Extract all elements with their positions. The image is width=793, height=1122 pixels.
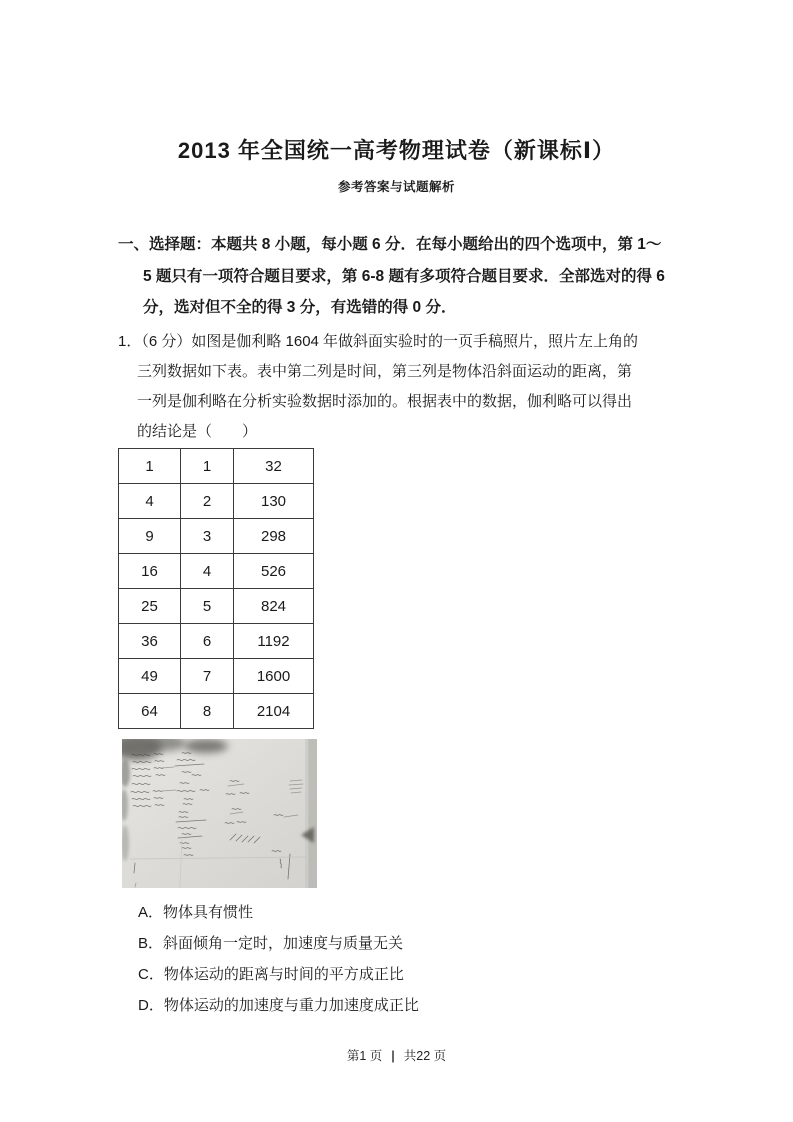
table-cell: 9: [119, 519, 181, 554]
table-row: [119, 624, 314, 659]
question-line: 三列数据如下表。表中第二列是时间，第三列是物体沿斜面运动的距离，第: [137, 363, 633, 380]
table-cell: 1600: [234, 659, 314, 694]
table-cell: 64: [119, 694, 181, 729]
answer-options: [138, 897, 698, 1021]
question-line: 1．（6 分）如图是伽利略 1604 年做斜面实验时的一页手稿照片，照片左上角的: [118, 333, 639, 350]
section-heading-line: 5 题只有一项符合题目要求，第 6-8 题有多项符合题目要求．全部选对的得 6: [143, 267, 665, 285]
question-text: [118, 327, 718, 447]
table-cell: 298: [234, 519, 314, 554]
manuscript-paper: [122, 739, 317, 888]
table-row: [119, 589, 314, 624]
question-line: 一列是伽利略在分析实验数据时添加的。根据表中的数据，伽利略可以得出: [137, 393, 633, 410]
table-cell: 8: [181, 694, 234, 729]
page-number-total: 共22 页: [403, 1049, 447, 1063]
table-cell: 6: [181, 624, 234, 659]
data-table-body: [119, 449, 314, 729]
option-b: B．斜面倾角一定时，加速度与质量无关: [138, 935, 404, 952]
table-cell: 25: [119, 589, 181, 624]
question-line: 的结论是（ ）: [137, 423, 258, 440]
table-cell: 4: [119, 484, 181, 519]
table-cell: 824: [234, 589, 314, 624]
table-row: [119, 449, 314, 484]
table-cell: 1: [181, 449, 234, 484]
section-heading-line: 分，选对但不全的得 3 分，有选错的得 0 分．: [143, 299, 457, 316]
table-cell: 1192: [234, 624, 314, 659]
table-cell: 32: [234, 449, 314, 484]
option-d: D．物体运动的加速度与重力加速度成正比: [138, 997, 419, 1014]
table-cell: 4: [181, 554, 234, 589]
table-row: [119, 484, 314, 519]
page-title: 2013 年全国统一高考物理试卷（新课标Ⅰ）: [177, 138, 616, 163]
table-cell: 526: [234, 554, 314, 589]
table-cell: 2104: [234, 694, 314, 729]
table-row: [119, 694, 314, 729]
table-cell: 36: [119, 624, 181, 659]
footer-separator: |: [391, 1049, 395, 1063]
page-number-current: 第1 页: [346, 1049, 383, 1063]
table-cell: 3: [181, 519, 234, 554]
table-cell: 16: [119, 554, 181, 589]
table-cell: 7: [181, 659, 234, 694]
table-cell: 1: [119, 449, 181, 484]
section-heading: [118, 229, 718, 324]
option-c: C．物体运动的距离与时间的平方成正比: [138, 966, 404, 983]
table-cell: 5: [181, 589, 234, 624]
section-heading-line: 一、选择题：本题共 8 小题，每小题 6 分．在每小题给出的四个选项中，第 1～: [118, 236, 662, 253]
table-row: [119, 659, 314, 694]
table-cell: 130: [234, 484, 314, 519]
table-cell: 49: [119, 659, 181, 694]
table-cell: 2: [181, 484, 234, 519]
table-row: [119, 554, 314, 589]
page-footer: [0, 1046, 793, 1064]
option-a: A．物体具有惯性: [138, 904, 254, 921]
data-table: [118, 448, 314, 729]
galileo-manuscript-image: [122, 739, 317, 888]
table-row: [119, 519, 314, 554]
page-subtitle: 参考答案与试题解析: [337, 180, 455, 194]
